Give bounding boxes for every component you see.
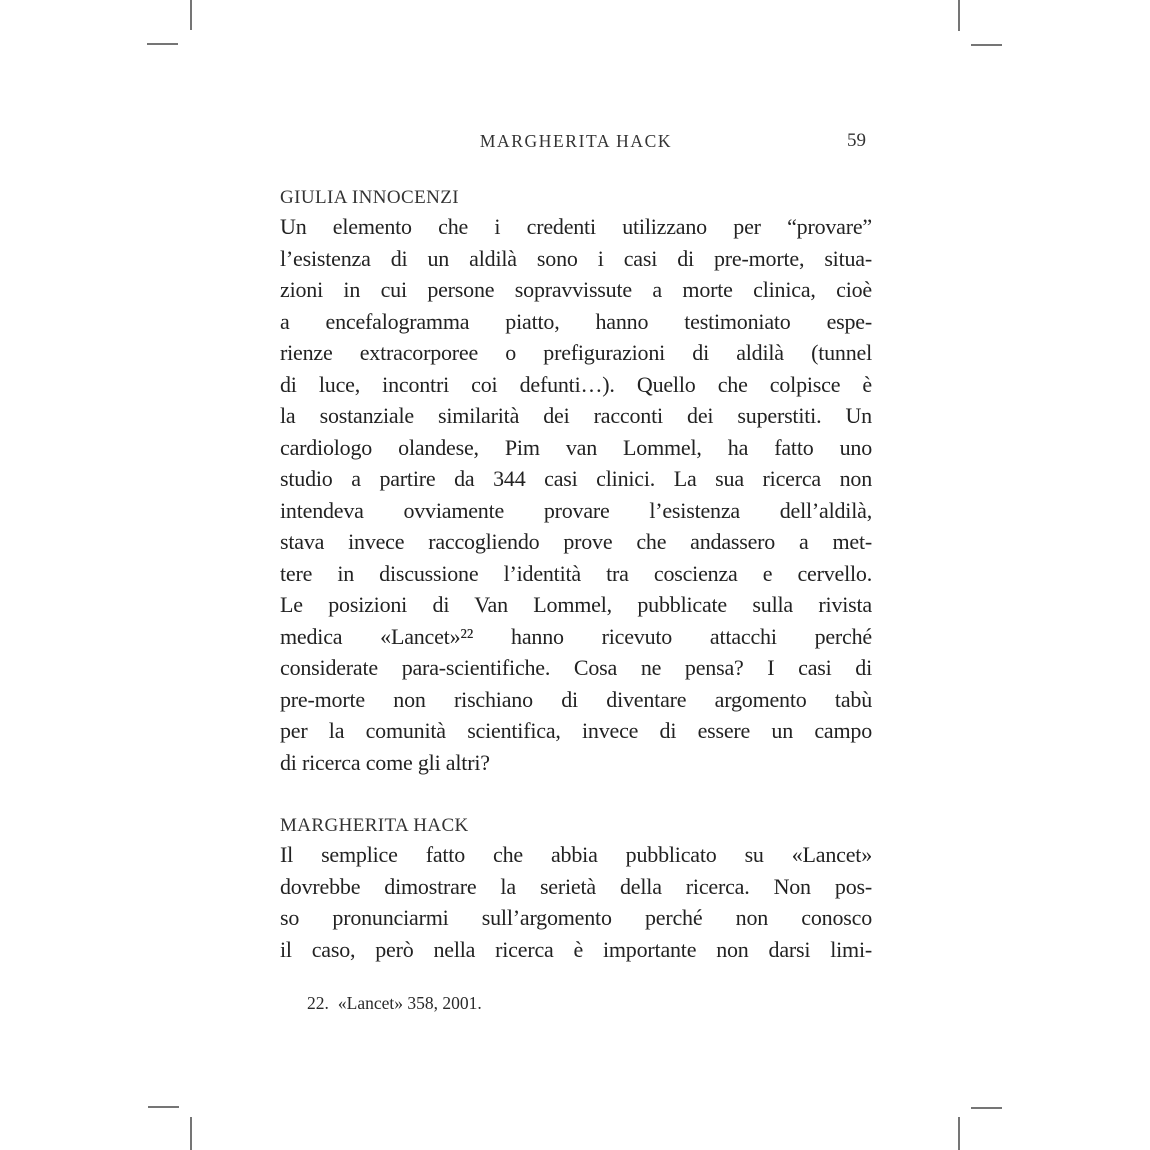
crop-mark-bottom-right-vertical	[958, 1117, 960, 1150]
running-title: MARGHERITA HACK	[479, 131, 673, 151]
text-line: Un elemento che i credenti utilizzano per “provare”	[280, 214, 872, 239]
crop-mark-top-right-vertical	[958, 0, 960, 31]
text-line: Il semplice fatto che abbia pubblicato su «Lancet»	[280, 842, 872, 867]
crop-mark-bottom-right-horizontal	[971, 1107, 1002, 1109]
paragraph	[280, 839, 872, 965]
text-line: dovrebbe dimostrare la serietà della ricerca. Non pos-	[280, 873, 872, 899]
text-line: cardiologo olandese, Pim van Lommel, ha fatto uno	[280, 434, 872, 460]
text-line: stava invece raccogliendo prove che andassero a met-	[280, 529, 872, 554]
text-line: di ricerca come gli altri?	[280, 749, 490, 775]
footnote-marker: 22.	[307, 993, 329, 1013]
text-line: considerate para-scientifiche. Cosa ne pensa? I casi di	[280, 655, 872, 680]
speaker-label: MARGHERITA HACK	[280, 815, 469, 836]
text-line: per la comunità scientifica, invece di essere un campo	[280, 718, 872, 743]
text-line: a encefalogramma piatto, hanno testimoniato espe-	[280, 308, 872, 334]
footnote-text: «Lancet» 358, 2001.	[337, 993, 482, 1013]
speaker-label: GIULIA INNOCENZI	[280, 187, 459, 208]
text-line: medica «Lancet»²² hanno ricevuto attacchi perché	[280, 623, 872, 649]
text-line: l’esistenza di un aldilà sono i casi di pre-morte, situa-	[280, 245, 872, 271]
text-line: studio a partire da 344 casi clinici. La sua ricerca non	[280, 466, 872, 491]
dialogue-section-innocenzi	[280, 185, 872, 778]
text-block	[280, 185, 872, 1014]
text-line: tere in discussione l’identità tra coscienza e cervello.	[280, 560, 872, 586]
text-line: zioni in cui persone sopravvissute a morte clinica, cioè	[280, 277, 872, 302]
crop-mark-bottom-left-horizontal	[148, 1106, 179, 1108]
footnote	[280, 992, 872, 1014]
text-line: Le posizioni di Van Lommel, pubblicate sulla rivista	[280, 592, 872, 617]
page-content	[280, 0, 872, 1150]
text-line: la sostanziale similarità dei racconti dei superstiti. Un	[280, 403, 872, 428]
text-line: di luce, incontri coi defunti…). Quello che colpisce è	[280, 371, 872, 397]
text-line: rienze extracorporee o prefigurazioni di aldilà (tunnel	[280, 340, 872, 365]
running-head	[280, 131, 872, 153]
dialogue-section-hack	[280, 813, 872, 965]
text-line: pre-morte non rischiano di diventare argomento tabù	[280, 686, 872, 712]
crop-mark-top-left-horizontal	[147, 43, 178, 45]
text-line: so pronunciarmi sull’argomento perché non conosco	[280, 905, 872, 930]
crop-mark-top-right-horizontal	[971, 44, 1002, 46]
page-number: 59	[847, 130, 866, 151]
text-line: intendeva ovviamente provare l’esistenza dell’aldilà,	[280, 497, 872, 523]
crop-mark-top-left-vertical	[190, 0, 192, 30]
text-line: il caso, però nella ricerca è importante non darsi limi-	[280, 936, 872, 962]
crop-mark-bottom-left-vertical	[190, 1117, 192, 1150]
paragraph	[280, 211, 872, 778]
